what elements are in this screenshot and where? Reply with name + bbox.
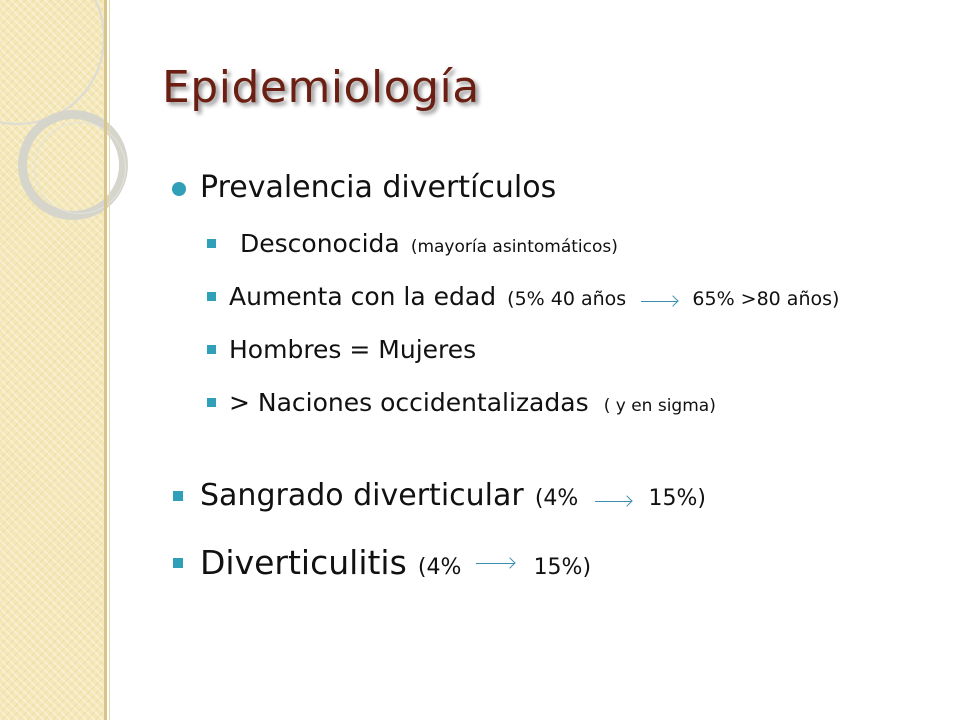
bullet-prevalencia: Prevalencia divertículos (200, 170, 557, 205)
desconocida-note: (mayoría asintomáticos) (410, 237, 618, 257)
diverticulitis-text: Diverticulitis (200, 543, 407, 582)
diverticulitis-end: 15%) (533, 555, 592, 580)
arrow-icon (476, 558, 516, 568)
bullet-hombres: Hombres = Mujeres (229, 335, 477, 364)
bullet-aumenta (229, 282, 839, 311)
aumenta-note-start: (5% 40 años (507, 288, 627, 310)
bullet-square-icon (207, 345, 216, 354)
bullet-square-icon (173, 491, 183, 501)
bullet-desconocida (240, 229, 618, 258)
bullet-sangrado (200, 478, 706, 513)
bullet-square-icon (207, 292, 216, 301)
arrow-icon (641, 296, 679, 306)
slide-title: Epidemiología (162, 62, 480, 113)
decorative-ring-inner (34, 122, 126, 214)
bullet-diverticulitis (200, 543, 591, 582)
band-divider (104, 0, 107, 720)
diverticulitis-start: (4% (417, 555, 462, 580)
sangrado-start: (4% (534, 486, 579, 511)
bullet-square-icon (207, 398, 216, 407)
desconocida-text: Desconocida (240, 229, 400, 258)
naciones-note: ( y en sigma) (603, 396, 716, 416)
bullet-square-icon (207, 239, 216, 248)
bullet-square-icon (173, 558, 183, 568)
bullet-naciones (229, 388, 716, 417)
aumenta-text: Aumenta con la edad (229, 282, 497, 311)
arrow-icon (595, 496, 633, 506)
sangrado-end: 15%) (648, 486, 706, 511)
aumenta-note-end: 65% >80 años) (692, 288, 840, 310)
bullet-dot-icon (172, 182, 186, 196)
band-divider-thin (109, 0, 110, 720)
naciones-text: > Naciones occidentalizadas (229, 388, 589, 417)
sangrado-text: Sangrado diverticular (200, 478, 524, 513)
